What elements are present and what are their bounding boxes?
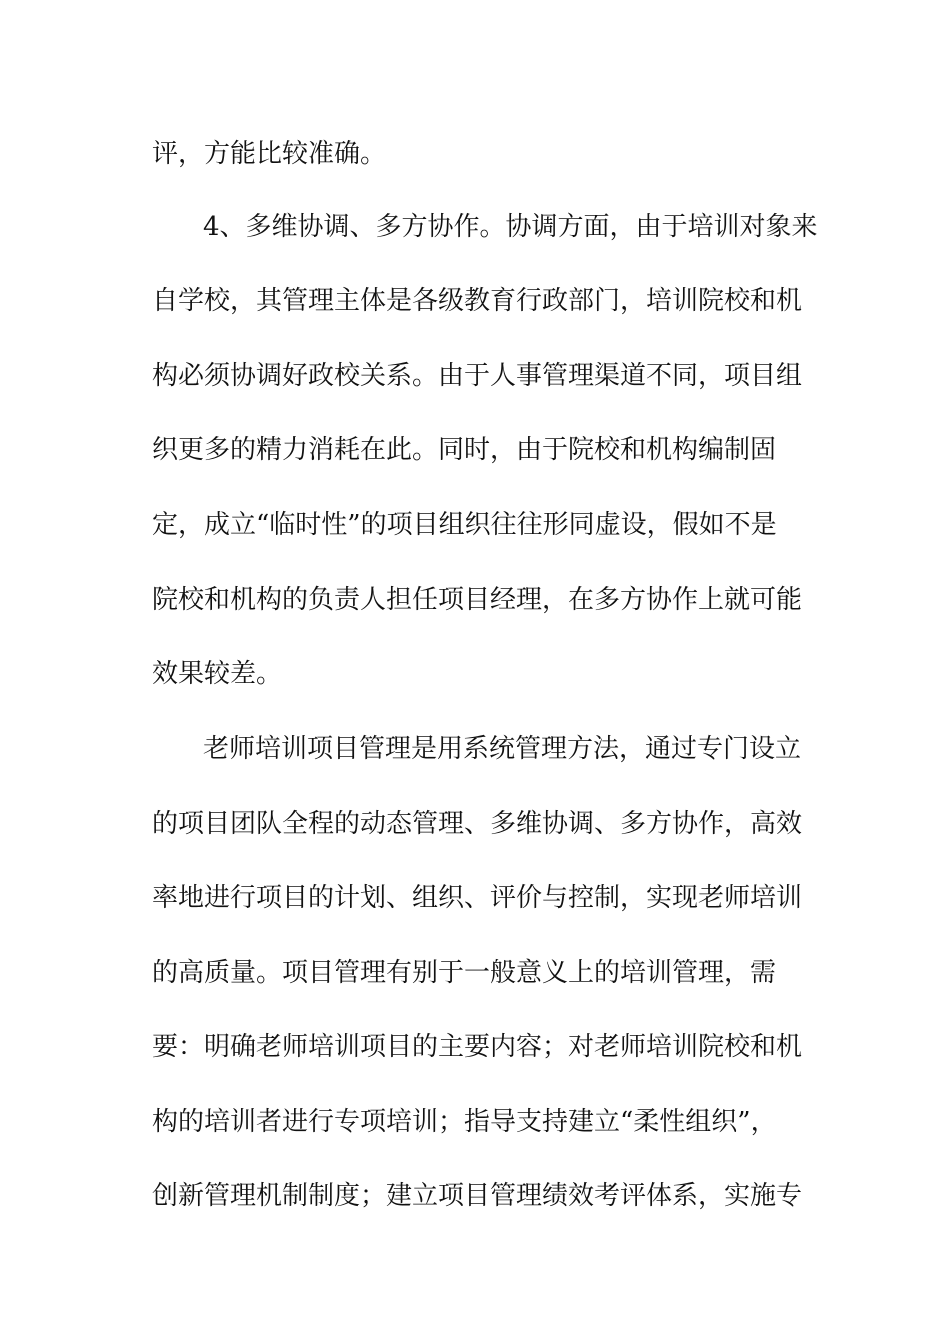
text-line: 自学校，其管理主体是各级教育行政部门，培训院校和机 [152, 286, 803, 316]
text-line: 构的培训者进行专项培训；指导支持建立“柔性组织”， [152, 1107, 777, 1137]
text-line: 的项目团队全程的动态管理、多维协调、多方协作，高效 [152, 809, 803, 839]
text-line: 构必须协调好政校关系。由于人事管理渠道不同，项目组 [152, 361, 803, 391]
text-line: 率地进行项目的计划、组织、评价与控制，实现老师培训 [152, 883, 803, 913]
text-line: 要：明确老师培训项目的主要内容；对老师培训院校和机 [152, 1032, 803, 1062]
text-line: 的高质量。项目管理有别于一般意义上的培训管理，需 [152, 958, 777, 988]
text-line: 织更多的精力消耗在此。同时，由于院校和机构编制固 [152, 435, 777, 465]
text-line: 创新管理机制制度；建立项目管理绩效考评体系，实施专 [152, 1181, 803, 1211]
text-line: 院校和机构的负责人担任项目经理，在多方协作上就可能 [152, 585, 803, 615]
text-line: 定，成立“临时性”的项目组织往往形同虚设，假如不是 [152, 510, 777, 540]
text-line: 评，方能比较准确。 [152, 139, 387, 169]
text-line: 老师培训项目管理是用系统管理方法，通过专门设立 [203, 734, 802, 764]
text-line: 效果较差。 [152, 659, 283, 689]
text-line: 4、多维协调、多方协作。协调方面，由于培训对象来 [203, 212, 818, 242]
